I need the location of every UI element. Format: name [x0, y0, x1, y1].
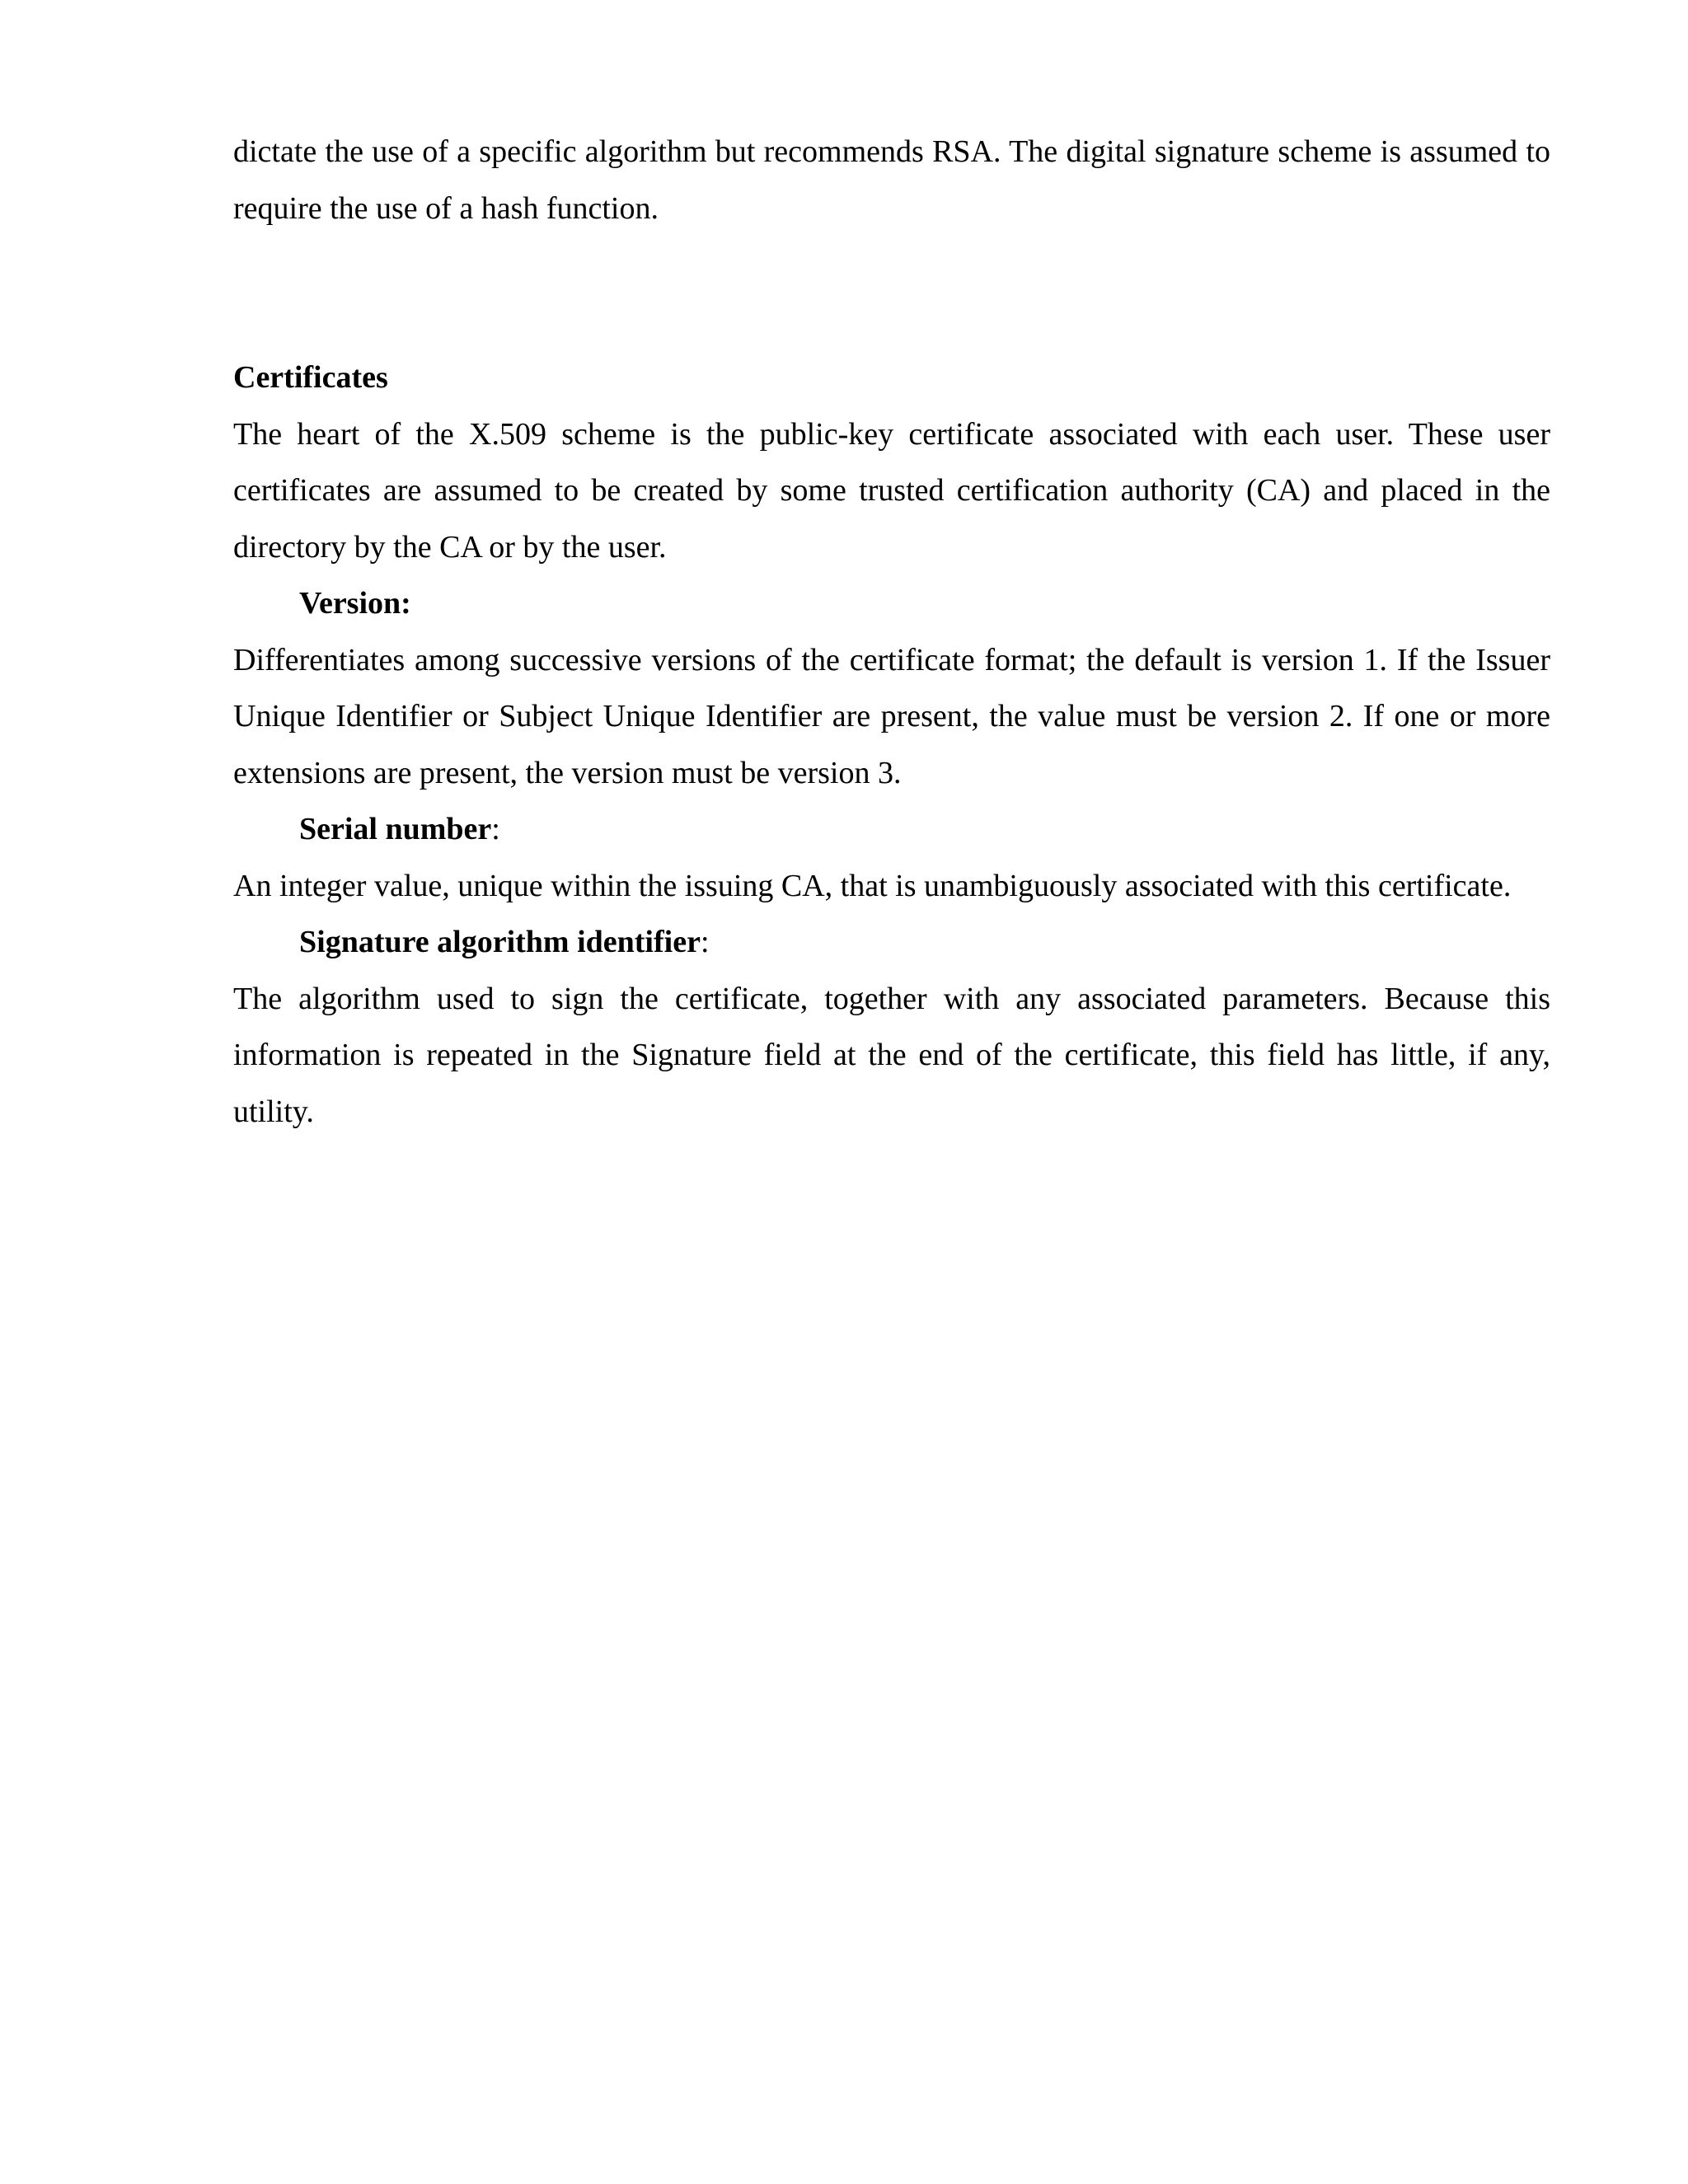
document-body: [233, 124, 1550, 1140]
field-description-version: Differentiates among successive versions of the certificate format; the default is version 1. If the Issuer Unique Identifier or Subject Unique Identifier are present, the value must be version 2. If one or more extensions are present, the version must be version 3.: [233, 642, 1550, 790]
field-term-signature-algorithm: Signature algorithm identifier: [299, 925, 701, 959]
certificates-paragraph: The heart of the X.509 scheme is the public-key certificate associated with each user. These user certificates are assumed to be created by some trusted certification authority (CA) and placed in the directory by the CA or by the user.: [233, 416, 1550, 565]
field-description-signature-algorithm: The algorithm used to sign the certificate, together with any associated parameters. Because this information is repeated in the Signature field at the end of the certificate, this field has little, if any, utility.: [233, 981, 1550, 1129]
field-heading-serial-number: [233, 801, 1550, 858]
field-suffix-signature-algorithm: :: [700, 925, 710, 959]
field-heading-signature-algorithm: [233, 914, 1550, 971]
field-term-version: Version:: [299, 586, 411, 621]
field-term-serial-number: Serial number: [299, 812, 492, 846]
field-description-serial-number: An integer value, unique within the issuing CA, that is unambiguously associated with this certificate.: [233, 868, 1512, 903]
field-heading-version: [233, 575, 1550, 632]
section-spacer: [233, 237, 1550, 349]
field-suffix-serial-number: :: [491, 812, 500, 846]
intro-paragraph: dictate the use of a specific algorithm but recommends RSA. The digital signature scheme is assumed to require the use of a hash function.: [233, 134, 1550, 226]
certificates-heading: Certificates: [233, 360, 388, 395]
